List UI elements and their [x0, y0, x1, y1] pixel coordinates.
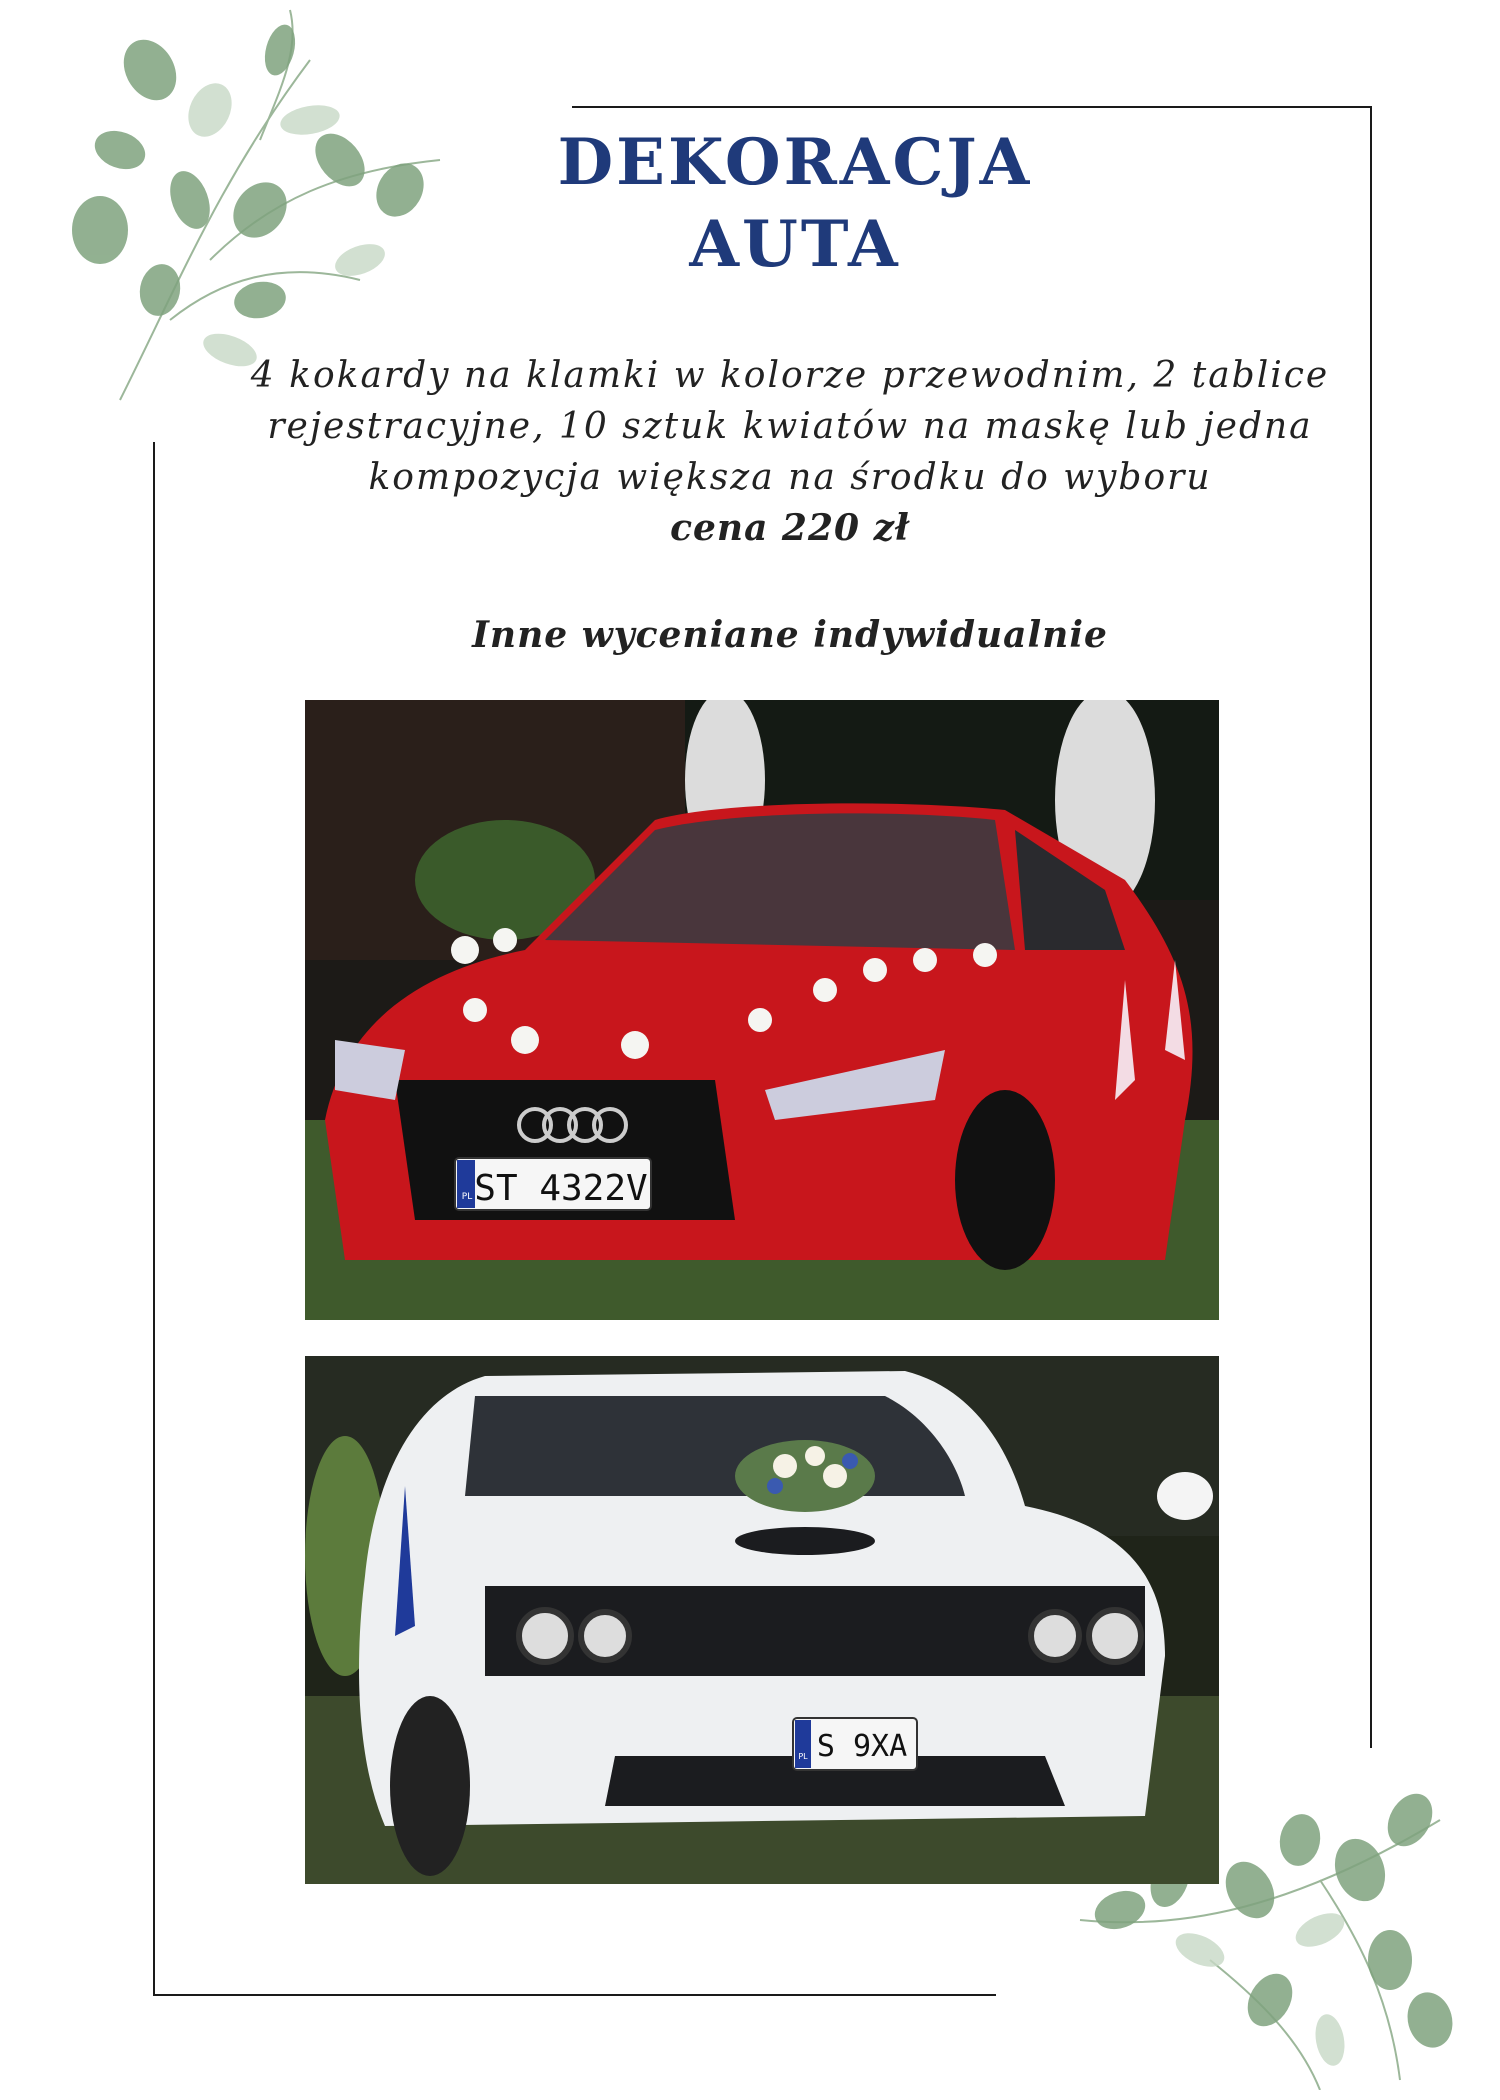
description-line: kompozycja większa na środku do wyboru — [368, 457, 1212, 498]
plate-prefix: PL — [798, 1752, 808, 1761]
description-line: rejestracyjne, 10 sztuk kwiatów na maskę lub jedna — [267, 406, 1313, 447]
frame-left-line — [153, 442, 155, 1996]
car-photo-red — [305, 700, 1219, 1320]
description-line: 4 kokardy na klamki w kolorze przewodnim, 2 tablice — [250, 355, 1330, 396]
other-pricing-note: Inne wyceniane indywidualnie — [472, 614, 1108, 656]
car-photo-white — [305, 1356, 1219, 1884]
price-label: cena 220 zł — [670, 507, 910, 549]
page-title — [400, 122, 1190, 286]
title-line: AUTA — [689, 207, 901, 282]
plate-prefix: PL — [461, 1192, 473, 1202]
frame-top-line — [572, 106, 1372, 108]
title-line: DEKORACJA — [557, 125, 1033, 200]
license-plate: S 9XA — [816, 1729, 908, 1764]
license-plate: ST 4322V — [474, 1168, 648, 1209]
frame-bottom-line — [153, 1994, 996, 1996]
frame-right-line — [1370, 106, 1372, 1748]
offer-description — [220, 350, 1360, 554]
